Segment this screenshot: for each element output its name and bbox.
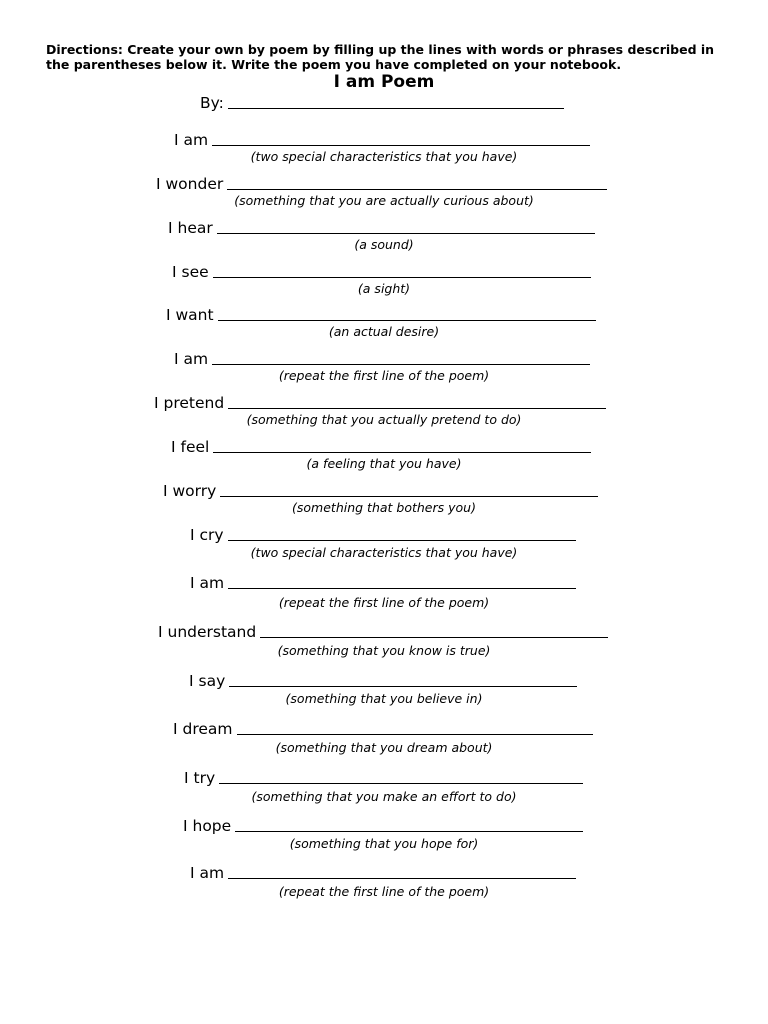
byline xyxy=(200,94,564,112)
poem-line-label: I dream xyxy=(173,720,233,738)
poem-line-hint: (a sight) xyxy=(357,281,411,296)
poem-line-hint: (something that you know is true) xyxy=(277,643,491,658)
poem-line-label: I want xyxy=(166,306,214,324)
poem-line-blank[interactable] xyxy=(260,623,608,638)
poem-line xyxy=(189,672,577,690)
byline-blank[interactable] xyxy=(228,94,564,109)
poem-line xyxy=(174,131,590,149)
poem-line xyxy=(172,263,591,281)
poem-line-label: I am xyxy=(174,131,209,149)
directions-text: Directions: Create your own by poem by filling up the lines with words or phrases described in the parentheses below it. Write the poem you have completed on your notebook. xyxy=(46,42,715,72)
poem-line-label: I try xyxy=(184,769,216,787)
poem-line-hint: (something that bothers you) xyxy=(292,500,476,515)
poem-line xyxy=(154,394,606,412)
byline-label: By: xyxy=(200,94,224,112)
poem-line xyxy=(166,306,596,324)
poem-line xyxy=(190,526,576,544)
poem-line-hint: (repeat the first line of the poem) xyxy=(278,595,490,610)
poem-line-blank[interactable] xyxy=(229,672,577,687)
page-title: I am Poem xyxy=(333,72,435,92)
poem-line-hint: (repeat the first line of the poem) xyxy=(278,368,490,383)
poem-line xyxy=(190,864,576,882)
poem-line-label: I worry xyxy=(163,482,217,500)
poem-line-blank[interactable] xyxy=(212,350,590,365)
poem-line-blank[interactable] xyxy=(235,817,583,832)
poem-line-hint: (two special characteristics that you have) xyxy=(250,149,518,164)
poem-line-blank[interactable] xyxy=(212,131,590,146)
poem-line-label: I understand xyxy=(158,623,257,641)
poem-line-hint: (something that you make an effort to do) xyxy=(251,789,517,804)
poem-line-blank[interactable] xyxy=(220,482,598,497)
poem-line-hint: (a feeling that you have) xyxy=(306,456,462,471)
poem-line-blank[interactable] xyxy=(228,574,576,589)
poem-line xyxy=(183,817,583,835)
poem-line-hint: (a sound) xyxy=(354,237,414,252)
poem-line-hint: (repeat the first line of the poem) xyxy=(278,884,490,899)
poem-line-blank[interactable] xyxy=(218,306,596,321)
poem-line-hint: (something that you are actually curious about) xyxy=(234,193,534,208)
poem-line-label: I see xyxy=(172,263,209,281)
poem-line-hint: (something that you dream about) xyxy=(275,740,493,755)
poem-line-label: I am xyxy=(190,864,225,882)
poem-line xyxy=(190,574,576,592)
poem-line-hint: (something that you hope for) xyxy=(289,836,479,851)
poem-line xyxy=(156,175,607,193)
poem-line xyxy=(168,219,595,237)
poem-line xyxy=(171,438,591,456)
poem-line-hint: (something that you believe in) xyxy=(285,691,483,706)
poem-line-blank[interactable] xyxy=(219,769,583,784)
poem-line-blank[interactable] xyxy=(237,720,593,735)
poem-line-blank[interactable] xyxy=(228,394,606,409)
poem-line-label: I cry xyxy=(190,526,224,544)
poem-line-hint: (something that you actually pretend to do) xyxy=(246,412,522,427)
poem-line-label: I pretend xyxy=(154,394,225,412)
poem-line-blank[interactable] xyxy=(213,263,591,278)
poem-line-blank[interactable] xyxy=(228,526,576,541)
poem-line-label: I feel xyxy=(171,438,210,456)
poem-line-label: I say xyxy=(189,672,226,690)
poem-line xyxy=(174,350,590,368)
poem-line-label: I wonder xyxy=(156,175,224,193)
poem-line xyxy=(158,623,608,641)
poem-line-blank[interactable] xyxy=(227,175,607,190)
poem-line xyxy=(163,482,598,500)
poem-line-label: I am xyxy=(174,350,209,368)
poem-line-label: I am xyxy=(190,574,225,592)
poem-line-label: I hear xyxy=(168,219,213,237)
poem-line xyxy=(173,720,593,738)
poem-line-blank[interactable] xyxy=(228,864,576,879)
poem-line-blank[interactable] xyxy=(217,219,595,234)
poem-line-label: I hope xyxy=(183,817,232,835)
poem-line-blank[interactable] xyxy=(213,438,591,453)
poem-line xyxy=(184,769,583,787)
poem-line-hint: (two special characteristics that you have) xyxy=(250,545,518,560)
poem-line-hint: (an actual desire) xyxy=(328,324,440,339)
